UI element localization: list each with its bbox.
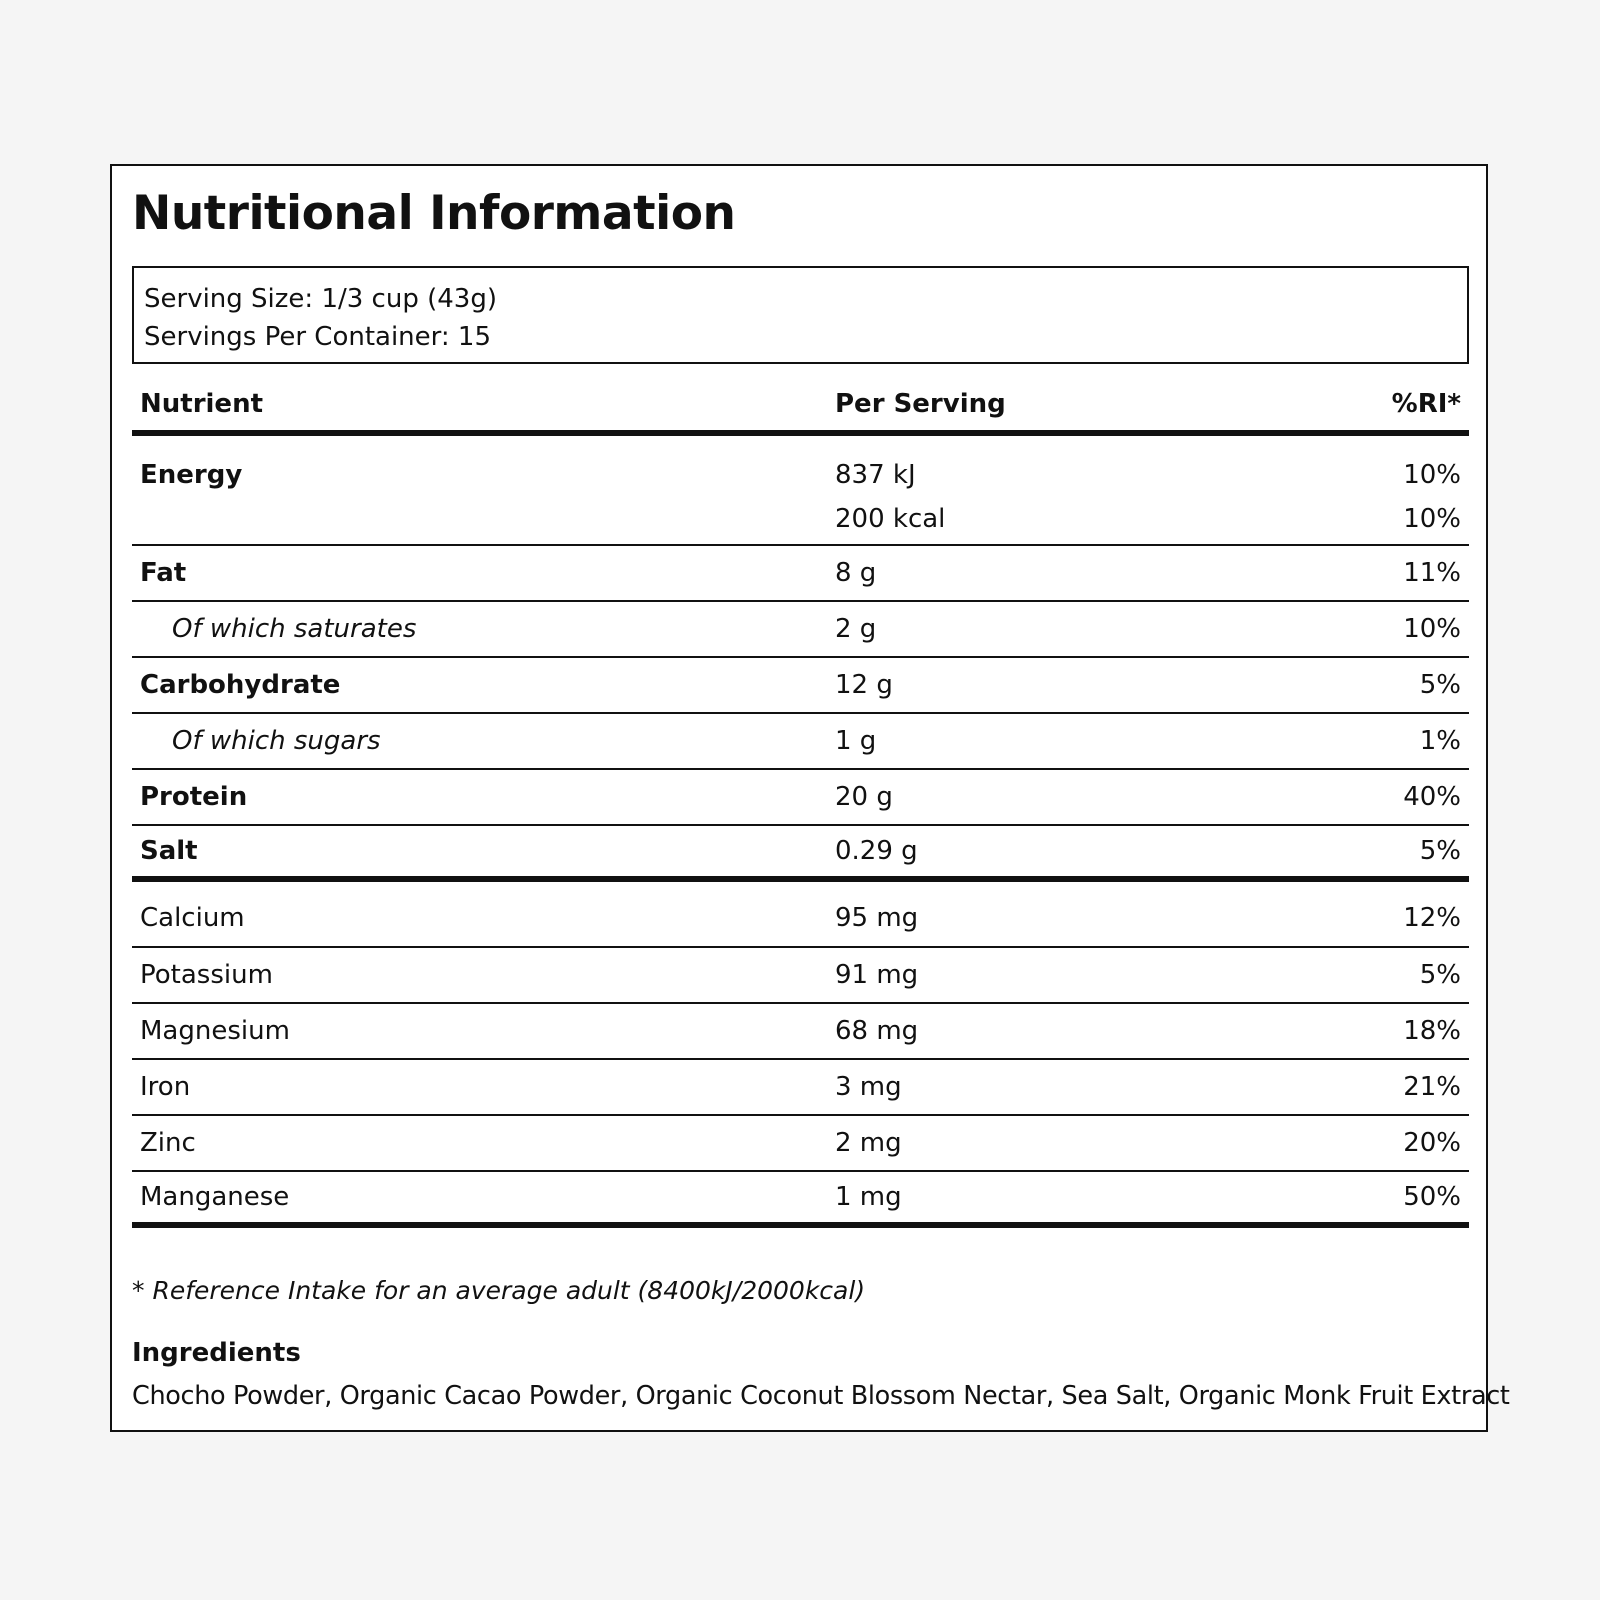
table-row-salt [132,826,1469,882]
table-row-calcium [132,882,1469,948]
nutrient-amount: 95 mg [835,903,919,933]
table-row-potassium [132,948,1469,1004]
header-nutrient: Nutrient [140,389,264,419]
nutrient-amount: 837 kJ [835,460,916,490]
nutrient-amount: 68 mg [835,1016,919,1046]
nutrient-amount: 3 mg [835,1072,902,1102]
nutrient-amount: 2 g [835,614,877,644]
nutrient-ri: 11% [1403,558,1461,588]
table-row-zinc [132,1116,1469,1172]
nutrient-ri: 40% [1403,782,1461,812]
ingredients-heading: Ingredients [132,1338,301,1368]
label-title: Nutritional Information [132,186,736,241]
table-row-iron [132,1060,1469,1116]
reference-intake-footnote: * Reference Intake for an average adult (8400kJ/2000kcal) [132,1276,866,1305]
nutrient-name: Protein [140,782,248,812]
nutrient-table [132,378,1469,1228]
table-row-magnesium [132,1004,1469,1060]
nutrient-amount: 20 g [835,782,893,812]
nutrient-ri: 5% [1419,670,1461,700]
nutrient-ri: 18% [1403,1016,1461,1046]
serving-size: Serving Size: 1/3 cup (43g) [144,284,497,314]
nutrient-amount: 1 mg [835,1182,902,1212]
nutrient-ri: 10% [1403,460,1461,490]
nutrient-ri: 50% [1403,1182,1461,1212]
nutrient-amount: 200 kcal [835,504,946,534]
nutrition-label [110,164,1510,1432]
nutrient-name: Of which sugars [172,726,381,756]
nutrient-ri: 10% [1403,614,1461,644]
header-per-serving: Per Serving [835,389,1006,419]
nutrient-ri: 5% [1419,960,1461,990]
nutrient-name: Calcium [140,903,245,933]
nutrient-name: Salt [140,836,198,866]
nutrient-ri: 1% [1419,726,1461,756]
ingredients-list: Chocho Powder, Organic Cacao Powder, Organic Coconut Blossom Nectar, Sea Salt, Organic Monk Fruit Extract [132,1381,1510,1411]
nutrient-ri: 12% [1403,903,1461,933]
nutrient-name: Iron [140,1072,191,1102]
nutrient-name: Carbohydrate [140,670,341,700]
nutrient-amount: 8 g [835,558,877,588]
table-row-manganese [132,1172,1469,1228]
nutrient-ri: 5% [1419,836,1461,866]
nutrient-name: Magnesium [140,1016,290,1046]
nutrient-ri: 21% [1403,1072,1461,1102]
servings-per-container: Servings Per Container: 15 [144,322,492,352]
header-ri: %RI* [1391,389,1461,419]
nutrient-amount: 1 g [835,726,877,756]
table-header-row [132,378,1469,436]
nutrient-name: Of which saturates [172,614,417,644]
nutrient-name: Potassium [140,960,273,990]
nutrient-amount: 2 mg [835,1128,902,1158]
table-row-energy-kcal [132,504,1469,546]
nutrient-amount: 12 g [835,670,893,700]
nutrient-ri: 10% [1403,504,1461,534]
nutrient-name: Fat [140,558,187,588]
serving-info-box [132,266,1469,364]
nutrient-amount: 0.29 g [835,836,918,866]
table-row-carbohydrate [132,658,1469,714]
nutrient-ri: 20% [1403,1128,1461,1158]
table-row-fat [132,546,1469,602]
nutrient-name: Zinc [140,1128,196,1158]
table-row-saturates [132,602,1469,658]
nutrient-name: Manganese [140,1182,290,1212]
nutrient-name: Energy [140,460,243,490]
nutrient-amount: 91 mg [835,960,919,990]
table-row-sugars [132,714,1469,770]
table-row-energy-kj [132,436,1469,504]
table-row-protein [132,770,1469,826]
